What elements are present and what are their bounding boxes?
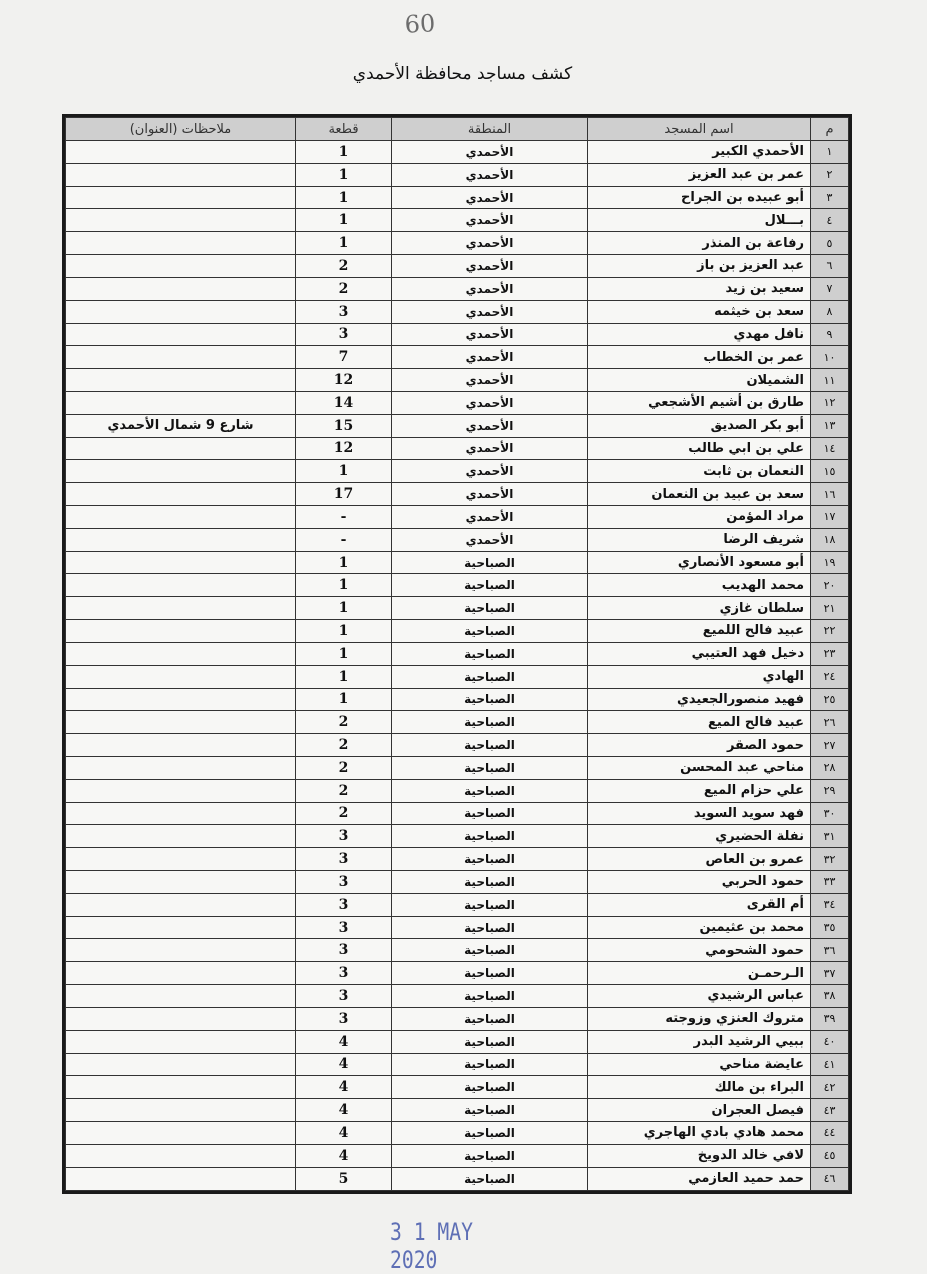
notes-cell [66,939,296,962]
row-number: ٣٣ [811,871,849,894]
plot-cell: 4 [296,1099,392,1122]
plot-cell: 2 [296,277,392,300]
notes-cell [66,506,296,529]
mosque-name-cell: دخيل فهد العتيبي [588,642,811,665]
plot-cell: 4 [296,1053,392,1076]
mosque-name-cell: مراد المؤمن [588,506,811,529]
plot-cell: 3 [296,871,392,894]
notes-cell [66,871,296,894]
area-cell: الصباحية [392,893,588,916]
plot-cell: - [296,528,392,551]
area-cell: الصباحية [392,756,588,779]
plot-cell: 12 [296,437,392,460]
header-area: المنطقة [392,118,588,141]
area-cell: الصباحية [392,985,588,1008]
mosque-name-cell: شريف الرضا [588,528,811,551]
row-number: ١٨ [811,528,849,551]
table-row [66,962,849,985]
row-number: ١٠ [811,346,849,369]
area-cell: الصباحية [392,825,588,848]
table-row [66,1007,849,1030]
notes-cell [66,141,296,164]
area-cell: الأحمدي [392,528,588,551]
table-row [66,414,849,437]
mosque-name-cell: رفاعة بن المنذر [588,232,811,255]
table-row [66,916,849,939]
row-number: ٤٥ [811,1144,849,1167]
notes-cell [66,1167,296,1190]
mosque-name-cell: علي بن ابي طالب [588,437,811,460]
notes-cell [66,574,296,597]
mosque-name-cell: الأحمدي الكبير [588,141,811,164]
table-row [66,369,849,392]
area-cell: الأحمدي [392,346,588,369]
notes-cell [66,688,296,711]
row-number: ٥ [811,232,849,255]
area-cell: الأحمدي [392,369,588,392]
table-row [66,756,849,779]
plot-cell: 3 [296,962,392,985]
notes-cell [66,1099,296,1122]
area-cell: الصباحية [392,642,588,665]
row-number: ٢٦ [811,711,849,734]
table-row [66,1053,849,1076]
notes-cell [66,893,296,916]
plot-cell: 4 [296,1144,392,1167]
mosque-name-cell: حمود الحربي [588,871,811,894]
row-number: ١٣ [811,414,849,437]
row-number: ٣٧ [811,962,849,985]
row-number: ٤١ [811,1053,849,1076]
area-cell: الصباحية [392,597,588,620]
mosque-name-cell: نفلة الحضيري [588,825,811,848]
row-number: ٣٨ [811,985,849,1008]
table-row [66,163,849,186]
mosque-name-cell: محمد هادي بادي الهاجري [588,1121,811,1144]
row-number: ٢٨ [811,756,849,779]
header-notes: ملاحظات (العنوان) [66,118,296,141]
notes-cell [66,734,296,757]
row-number: ٣٩ [811,1007,849,1030]
mosque-name-cell: محمد الهديب [588,574,811,597]
plot-cell: 2 [296,734,392,757]
area-cell: الأحمدي [392,277,588,300]
mosque-name-cell: بـــلال [588,209,811,232]
mosque-name-cell: علي حزام الميع [588,779,811,802]
area-cell: الصباحية [392,871,588,894]
table-row [66,1030,849,1053]
plot-cell: 3 [296,825,392,848]
plot-cell: 1 [296,232,392,255]
mosque-name-cell: عبيد فالح الميع [588,711,811,734]
notes-cell [66,186,296,209]
notes-cell [66,916,296,939]
mosque-name-cell: أم القرى [588,893,811,916]
table-row [66,255,849,278]
plot-cell: 1 [296,597,392,620]
row-number: ٢٥ [811,688,849,711]
table-row [66,1121,849,1144]
plot-cell: 3 [296,300,392,323]
mosque-name-cell: مناحي عبد المحسن [588,756,811,779]
mosque-name-cell: حمود الشحومي [588,939,811,962]
table-row [66,391,849,414]
area-cell: الصباحية [392,1053,588,1076]
mosque-name-cell: لافي خالد الدويخ [588,1144,811,1167]
plot-cell: 2 [296,779,392,802]
plot-cell: 17 [296,483,392,506]
table-row [66,323,849,346]
notes-cell [66,483,296,506]
page-number: 60 [404,9,436,39]
row-number: ٣٢ [811,848,849,871]
plot-cell: 1 [296,163,392,186]
area-cell: الأحمدي [392,186,588,209]
table-row [66,528,849,551]
area-cell: الصباحية [392,1007,588,1030]
table-row [66,642,849,665]
table-row [66,871,849,894]
mosque-name-cell: عمر بن الخطاب [588,346,811,369]
table-row [66,506,849,529]
area-cell: الصباحية [392,620,588,643]
table-row [66,597,849,620]
plot-cell: 1 [296,460,392,483]
area-cell: الأحمدي [392,163,588,186]
plot-cell: 3 [296,916,392,939]
notes-cell [66,346,296,369]
area-cell: الأحمدي [392,391,588,414]
area-cell: الأحمدي [392,255,588,278]
row-number: ٢١ [811,597,849,620]
notes-cell [66,551,296,574]
area-cell: الصباحية [392,939,588,962]
table-row [66,437,849,460]
plot-cell: 1 [296,688,392,711]
plot-cell: 1 [296,186,392,209]
notes-cell [66,1121,296,1144]
row-number: ٣١ [811,825,849,848]
plot-cell: 2 [296,756,392,779]
row-number: ٤٠ [811,1030,849,1053]
notes-cell [66,1007,296,1030]
header-plot: قطعة [296,118,392,141]
table-row [66,346,849,369]
row-number: ٣ [811,186,849,209]
mosque-name-cell: سعد بن عبيد بن النعمان [588,483,811,506]
table-row [66,802,849,825]
mosque-name-cell: عايضة مناحي [588,1053,811,1076]
notes-cell [66,528,296,551]
plot-cell: 3 [296,939,392,962]
row-number: ٢٣ [811,642,849,665]
table-row [66,734,849,757]
table-row [66,574,849,597]
row-number: ٩ [811,323,849,346]
area-cell: الأحمدي [392,437,588,460]
header-num: م [811,118,849,141]
table-row [66,300,849,323]
plot-cell: 2 [296,711,392,734]
row-number: ٢٧ [811,734,849,757]
table-row [66,848,849,871]
area-cell: الصباحية [392,1121,588,1144]
notes-cell [66,300,296,323]
row-number: ٦ [811,255,849,278]
plot-cell: 1 [296,665,392,688]
area-cell: الصباحية [392,688,588,711]
notes-cell [66,985,296,1008]
table-row [66,1167,849,1190]
plot-cell: - [296,506,392,529]
notes-cell [66,779,296,802]
table-row [66,893,849,916]
table-row [66,1144,849,1167]
area-cell: الأحمدي [392,300,588,323]
plot-cell: 3 [296,848,392,871]
plot-cell: 2 [296,802,392,825]
notes-cell [66,825,296,848]
area-cell: الأحمدي [392,483,588,506]
plot-cell: 7 [296,346,392,369]
row-number: ٤ [811,209,849,232]
table-row [66,779,849,802]
table-row [66,825,849,848]
plot-cell: 1 [296,209,392,232]
notes-cell [66,1144,296,1167]
row-number: ٤٢ [811,1076,849,1099]
row-number: ١٧ [811,506,849,529]
plot-cell: 5 [296,1167,392,1190]
plot-cell: 3 [296,893,392,916]
notes-cell [66,620,296,643]
mosque-name-cell: الـرحمـن [588,962,811,985]
table-row [66,551,849,574]
notes-cell [66,277,296,300]
area-cell: الأحمدي [392,232,588,255]
mosque-name-cell: حمود الصقر [588,734,811,757]
table-row [66,1099,849,1122]
area-cell: الأحمدي [392,209,588,232]
mosques-table-frame [62,114,852,1194]
mosque-name-cell: عمرو بن العاص [588,848,811,871]
table-row [66,665,849,688]
row-number: ٣٦ [811,939,849,962]
table-row [66,711,849,734]
row-number: ٣٤ [811,893,849,916]
plot-cell: 2 [296,255,392,278]
area-cell: الصباحية [392,1030,588,1053]
area-cell: الصباحية [392,1167,588,1190]
notes-cell [66,323,296,346]
area-cell: الصباحية [392,1144,588,1167]
table-row [66,985,849,1008]
mosque-name-cell: نافل مهدي [588,323,811,346]
notes-cell [66,437,296,460]
row-number: ٤٦ [811,1167,849,1190]
plot-cell: 4 [296,1030,392,1053]
mosque-name-cell: أبو بكر الصديق [588,414,811,437]
row-number: ٤٤ [811,1121,849,1144]
notes-cell [66,232,296,255]
notes-cell [66,848,296,871]
area-cell: الصباحية [392,848,588,871]
table-header-row [66,118,849,141]
notes-cell [66,460,296,483]
table-row [66,277,849,300]
area-cell: الأحمدي [392,506,588,529]
mosque-name-cell: البراء بن مالك [588,1076,811,1099]
notes-cell: شارع 9 شمال الأحمدي [66,414,296,437]
plot-cell: 4 [296,1121,392,1144]
mosques-table [65,117,849,1191]
row-number: ١٩ [811,551,849,574]
table-body [66,141,849,1191]
row-number: ٨ [811,300,849,323]
row-number: ٧ [811,277,849,300]
area-cell: الأحمدي [392,414,588,437]
plot-cell: 3 [296,323,392,346]
row-number: ٤٣ [811,1099,849,1122]
notes-cell [66,369,296,392]
mosque-name-cell: سعد بن خيثمه [588,300,811,323]
table-row [66,141,849,164]
mosque-name-cell: طارق بن أشيم الأشجعي [588,391,811,414]
table-row [66,1076,849,1099]
notes-cell [66,756,296,779]
area-cell: الصباحية [392,574,588,597]
area-cell: الأحمدي [392,141,588,164]
mosque-name-cell: حمد حميد العازمي [588,1167,811,1190]
area-cell: الصباحية [392,779,588,802]
row-number: ٢٤ [811,665,849,688]
area-cell: الصباحية [392,962,588,985]
mosque-name-cell: متروك العنزي وزوجته [588,1007,811,1030]
mosque-name-cell: محمد بن عثيمين [588,916,811,939]
notes-cell [66,1053,296,1076]
mosque-name-cell: فهد سويد السويد [588,802,811,825]
notes-cell [66,962,296,985]
mosque-name-cell: ببيي الرشيد البدر [588,1030,811,1053]
row-number: ٣٥ [811,916,849,939]
mosque-name-cell: فهيد منصورالجعيدي [588,688,811,711]
plot-cell: 15 [296,414,392,437]
area-cell: الصباحية [392,551,588,574]
plot-cell: 14 [296,391,392,414]
area-cell: الأحمدي [392,323,588,346]
notes-cell [66,665,296,688]
plot-cell: 1 [296,620,392,643]
notes-cell [66,163,296,186]
row-number: ١٢ [811,391,849,414]
area-cell: الصباحية [392,1076,588,1099]
plot-cell: 3 [296,1007,392,1030]
mosque-name-cell: أبو مسعود الأنصاري [588,551,811,574]
notes-cell [66,391,296,414]
mosque-name-cell: الهادي [588,665,811,688]
area-cell: الصباحية [392,665,588,688]
mosque-name-cell: أبو عبيده بن الجراح [588,186,811,209]
row-number: ١٥ [811,460,849,483]
table-row [66,688,849,711]
plot-cell: 1 [296,574,392,597]
document-title: كشف مساجد محافظة الأحمدي [352,64,573,84]
notes-cell [66,642,296,665]
mosque-name-cell: سلطان غازي [588,597,811,620]
mosque-name-cell: عبيد فالح اللميع [588,620,811,643]
table-row [66,939,849,962]
row-number: ٢٩ [811,779,849,802]
mosque-name-cell: عبد العزيز بن باز [588,255,811,278]
notes-cell [66,802,296,825]
area-cell: الصباحية [392,711,588,734]
notes-cell [66,255,296,278]
row-number: ١٤ [811,437,849,460]
table-row [66,460,849,483]
table-row [66,620,849,643]
plot-cell: 12 [296,369,392,392]
plot-cell: 3 [296,985,392,1008]
mosque-name-cell: فيصل العجران [588,1099,811,1122]
area-cell: الصباحية [392,1099,588,1122]
mosque-name-cell: عمر بن عبد العزيز [588,163,811,186]
mosque-name-cell: الشميلان [588,369,811,392]
mosque-name-cell: النعمان بن ثابت [588,460,811,483]
table-row [66,232,849,255]
area-cell: الصباحية [392,734,588,757]
area-cell: الصباحية [392,802,588,825]
notes-cell [66,597,296,620]
notes-cell [66,209,296,232]
notes-cell [66,711,296,734]
row-number: ٢٠ [811,574,849,597]
plot-cell: 1 [296,642,392,665]
notes-cell [66,1030,296,1053]
table-row [66,186,849,209]
plot-cell: 1 [296,141,392,164]
row-number: ١ [811,141,849,164]
date-stamp: 3 1 MAY 2020 [390,1218,473,1274]
row-number: ١١ [811,369,849,392]
mosque-name-cell: سعيد بن زيد [588,277,811,300]
row-number: ٢٢ [811,620,849,643]
area-cell: الأحمدي [392,460,588,483]
mosque-name-cell: عباس الرشيدي [588,985,811,1008]
area-cell: الصباحية [392,916,588,939]
table-row [66,483,849,506]
row-number: ١٦ [811,483,849,506]
notes-cell [66,1076,296,1099]
row-number: ٢ [811,163,849,186]
plot-cell: 1 [296,551,392,574]
row-number: ٣٠ [811,802,849,825]
header-mosque-name: اسم المسجد [588,118,811,141]
plot-cell: 4 [296,1076,392,1099]
table-row [66,209,849,232]
